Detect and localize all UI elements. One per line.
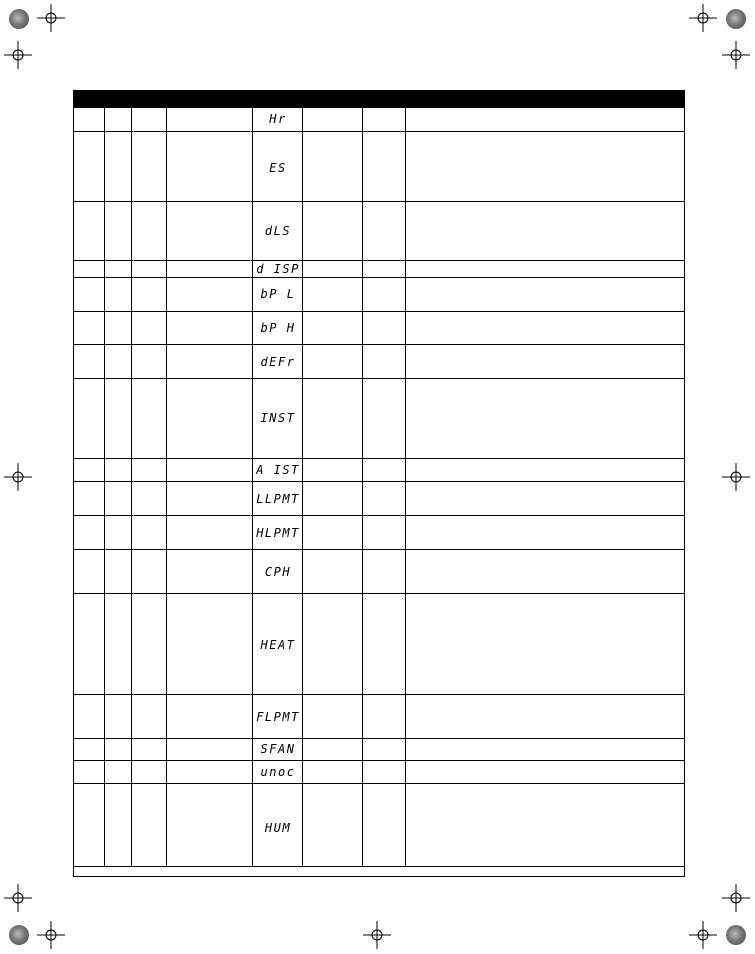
- row-divider: [74, 694, 684, 695]
- display-code: dLS: [264, 223, 292, 239]
- table-header-bar: [74, 91, 684, 108]
- display-code: bP L: [260, 286, 296, 302]
- display-code: bP H: [260, 320, 296, 336]
- column-divider: [166, 108, 167, 866]
- column-divider: [252, 108, 253, 866]
- column-divider: [131, 108, 132, 866]
- column-divider: [104, 108, 105, 866]
- column-divider: [362, 108, 363, 866]
- row-divider: [74, 593, 684, 594]
- display-code: INST: [260, 410, 296, 426]
- row-divider: [74, 277, 684, 278]
- display-code: SFAN: [260, 741, 296, 757]
- row-divider: [74, 260, 684, 261]
- display-code: CPH: [264, 564, 292, 580]
- registration-disc-top-left: [9, 9, 29, 29]
- row-divider: [74, 783, 684, 784]
- registration-disc-bottom-left: [9, 925, 29, 945]
- row-divider: [74, 201, 684, 202]
- row-divider: [74, 738, 684, 739]
- display-code: d ISP: [256, 261, 300, 277]
- display-code: unoc: [260, 764, 296, 780]
- row-divider: [74, 311, 684, 312]
- column-divider: [302, 108, 303, 866]
- display-code: ES: [269, 160, 287, 176]
- column-divider: [405, 108, 406, 866]
- row-divider: [74, 515, 684, 516]
- display-code: FLPMT: [256, 709, 300, 725]
- row-divider: [74, 866, 684, 867]
- row-divider: [74, 344, 684, 345]
- row-divider: [74, 378, 684, 379]
- display-code: LLPMT: [256, 491, 300, 507]
- registration-disc-top-right: [726, 9, 746, 29]
- registration-disc-bottom-right: [726, 925, 746, 945]
- display-code: A IST: [256, 462, 300, 478]
- display-code: HLPMT: [256, 525, 300, 541]
- display-code: dEFr: [260, 354, 296, 370]
- row-divider: [74, 760, 684, 761]
- display-code: Hr: [269, 111, 287, 127]
- row-divider: [74, 458, 684, 459]
- row-divider: [74, 481, 684, 482]
- row-divider: [74, 131, 684, 132]
- parameter-table: [73, 90, 685, 877]
- row-divider: [74, 549, 684, 550]
- display-code: HEAT: [260, 637, 296, 653]
- display-code: HUM: [264, 820, 292, 836]
